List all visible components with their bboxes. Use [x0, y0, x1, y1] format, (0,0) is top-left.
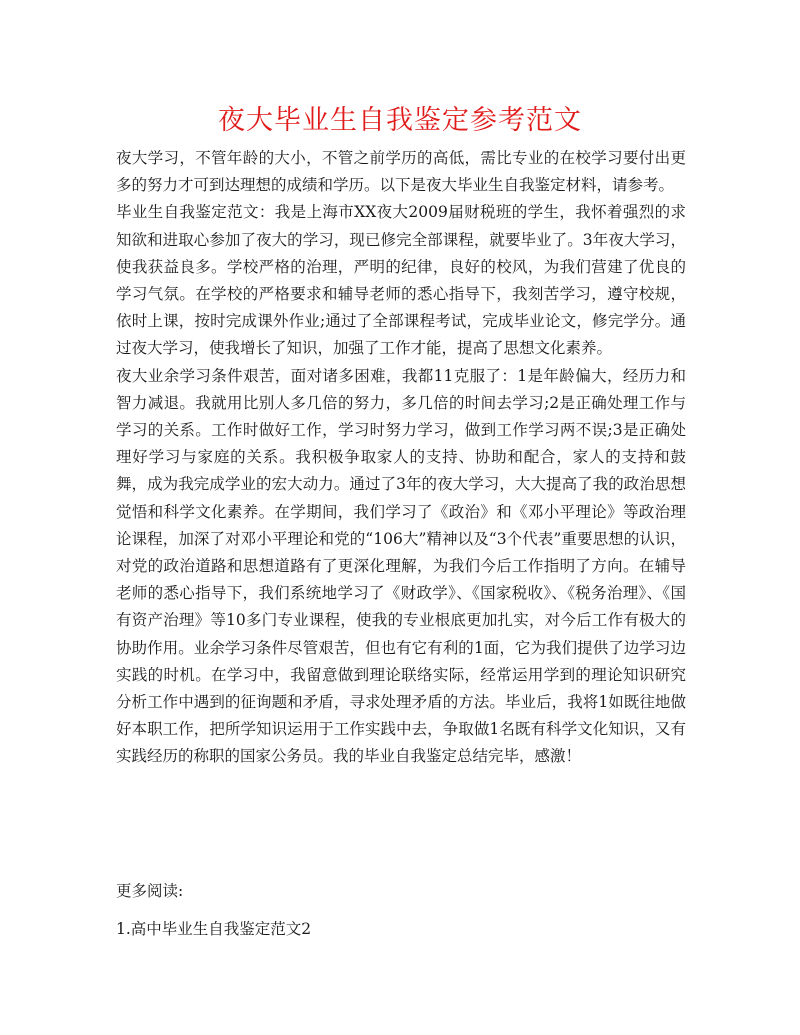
more-reading-section: [116, 878, 686, 943]
intro-paragraph: 夜大学习，不管年龄的大小，不管之前学历的高低，需比专业的在校学习要付出更多的努力才可到达理想的成绩和学历。以下是夜大毕业生自我鉴定材料，请参考。: [116, 149, 686, 195]
self-assessment-paragraph: 毕业生自我鉴定范文：我是上海市XX夜大2009届财税班的学生，我怀着强烈的求知欲和进取心参加了夜大的学习，现已修完全部课程，就要毕业了。3年夜大学习，使我获益良多。学校严格的治理，严明的纪律，良好的校风，为我们营建了优良的学习气氛。在学校的严格要求和辅导老师的悉心指导下，我刻苦学习，遵守校规，依时上课，按时完成课外作业;通过了全部课程考试，完成毕业论文，修完学分。通过夜大学习，使我增长了知识，加强了工作才能，提高了思想文化素养。: [116, 203, 686, 358]
more-reading-link[interactable]: 1.高中毕业生自我鉴定范文2: [116, 920, 312, 938]
study-experience-paragraph: 夜大业余学习条件艰苦，面对诸多困难，我都11克服了：1是年龄偏大，经历力和智力减退。我就用比别人多几倍的努力，多几倍的时间去学习;2是正确处理工作与学习的关系。工作时做好工作，学习时努力学习，做到工作学习两不误;3是正确处理好学习与家庭的关系。我积极争取家人的支持、协助和配合，家人的支持和鼓舞，成为我完成学业的宏大动力。通过了3年的夜大学习，大大提高了我的政治思想觉悟和科学文化素养。在学期间，我们学习了《政治》和《邓小平理论》等政治理论课程，加深了对邓小平理论和党的“106大”精神以及“3个代表”重要思想的认识，对党的政治道路和思想道路有了更深化理解，为我们今后工作指明了方向。在辅导老师的悉心指导下，我们系统地学习了《财政学》、《国家税收》、《税务治理》、《国有资产治理》等10多门专业课程，使我的专业根底更加扎实，对今后工作有极大的协助作用。业余学习条件尽管艰苦，但也有它有利的1面，它为我们提供了边学习边实践的时机。在学习中，我留意做到理论联络实际，经常运用学到的理论知识研究分析工作中遇到的征询题和矛盾，寻求处理矛盾的方法。毕业后，我将1如既往地做好本职工作，把所学知识运用于工作实践中去，争取做1名既有科学文化知识，又有实践经历的称职的国家公务员。我的毕业自我鉴定总结完毕，感激！: [116, 366, 686, 766]
more-reading-heading: 更多阅读:: [116, 882, 184, 900]
document-title: 夜大毕业生自我鉴定参考范文: [218, 105, 582, 136]
document-body: [116, 145, 686, 771]
